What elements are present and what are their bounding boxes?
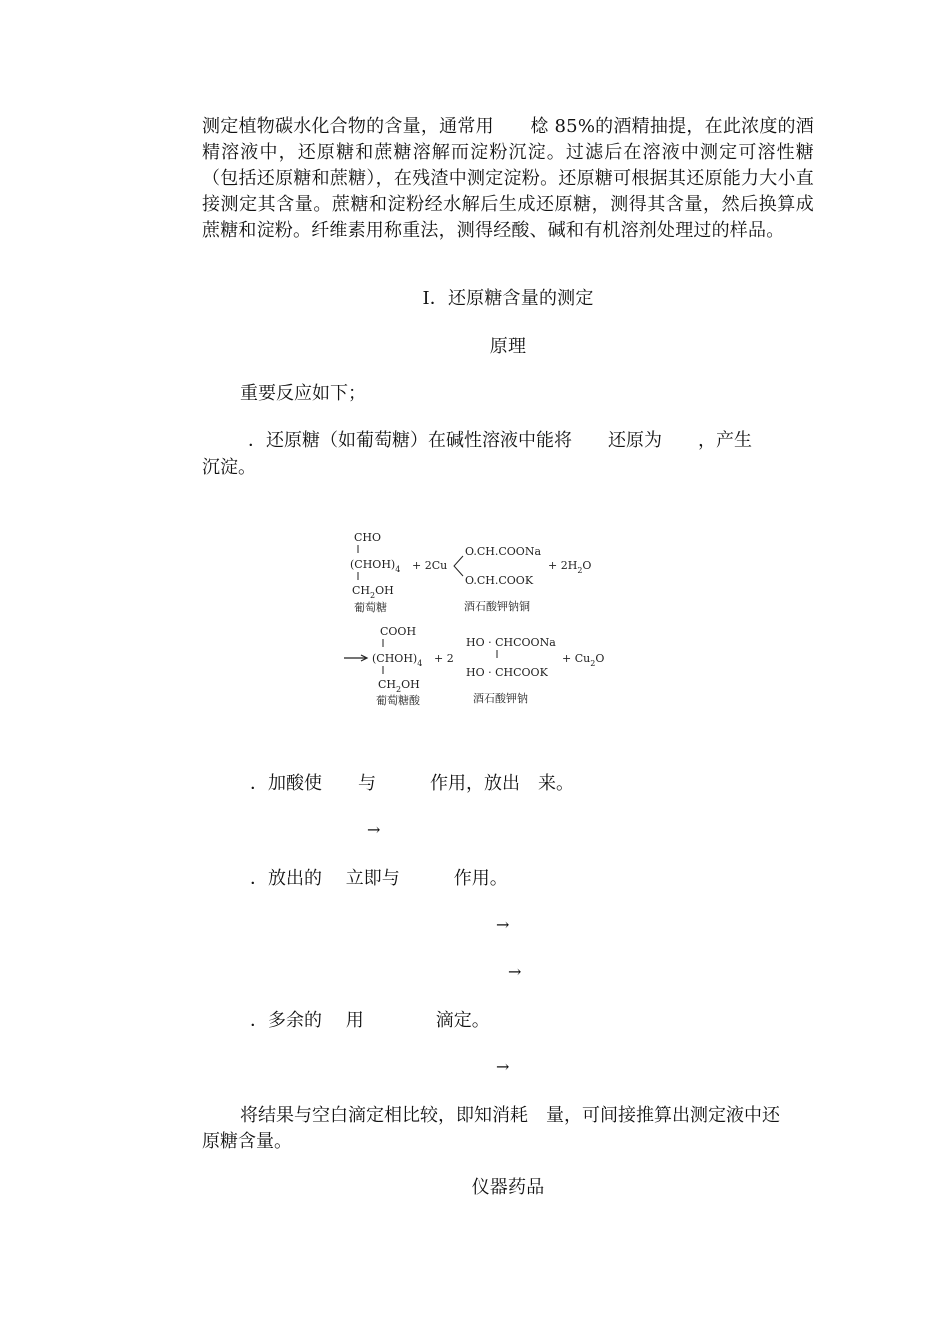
step3-text: ．放出的 立即与 作用。	[250, 868, 508, 889]
tartrate-bottom: O.CH.COOK	[465, 574, 534, 587]
choh-group: $(CHOH)_4$	[350, 558, 401, 574]
conclusion-line2: 原糖含量。	[202, 1131, 292, 1152]
intro-paragraph: 测定植物碳水化合物的含量，通常用 棯 85%的酒精抽提，在此浓度的酒精溶液中，还原糖和蔗糖溶解而淀粉沉淀。过滤后在溶液中测定可溶性糖（包括还原糖和蔗糖），在残渣中测定淀粉。还原糖可根据其还原能力大小直接测定其含量。蔗糖和淀粉经水解后生成还原糖，测得其含量，然后换算成蔗糖和淀粉。纤维素用称重法，测得经酸、碱和有机溶剂处理过的样品。	[202, 116, 814, 241]
cooh-group: COOH	[380, 625, 417, 638]
plus-2: + 2	[434, 652, 454, 665]
section-title: Ⅰ．还原糖含量的测定	[422, 288, 594, 309]
principle-heading: 原理	[489, 336, 527, 357]
choh-group: $(CHOH)_4$	[372, 652, 423, 668]
plus-2cu: + 2Cu	[412, 559, 448, 572]
label-rochelle-salt: 酒石酸钾钠	[473, 692, 528, 705]
reactions-intro: 重要反应如下；	[240, 383, 366, 404]
arrow-icon: →	[496, 915, 510, 934]
cho-group: CHO	[354, 531, 382, 544]
conclusion-line1: 将结果与空白滴定相比较，即知消耗 量，可间接推算出测定液中还	[240, 1105, 780, 1126]
arrow-icon: →	[367, 820, 381, 839]
reaction-svg	[330, 520, 630, 720]
bracket-shape	[454, 556, 463, 576]
plus-water: + $2H_2O$	[548, 559, 592, 575]
tartrate-top: O.CH.COONa	[465, 545, 542, 558]
rochelle-bottom: HO · CHCOOK	[466, 666, 548, 679]
arrow-icon: →	[508, 962, 522, 981]
ch2oh-group: $CH_2OH$	[378, 678, 420, 694]
label-glucose: 葡萄糖	[354, 601, 387, 614]
label-copper-tartrate: 酒石酸钾钠铜	[464, 600, 530, 613]
instruments-heading: 仪器药品	[471, 1177, 545, 1198]
step2-text: ．加酸使 与 作用，放出 来。	[250, 773, 574, 794]
arrow-icon: →	[496, 1057, 510, 1076]
plus-cu2o: + $Cu_2O$	[562, 652, 605, 668]
ch2oh-group: $CH_2OH$	[352, 584, 394, 600]
reaction-diagram	[330, 520, 630, 720]
rochelle-top: HO · CHCOONa	[466, 636, 556, 649]
step1-line1: ．还原糖（如葡萄糖）在碱性溶液中能将 还原为 ，产生	[248, 430, 752, 451]
step1-line2: 沉淀。	[202, 457, 256, 478]
step4-text: ．多余的 用 滴定。	[250, 1010, 490, 1031]
label-gluconic-acid: 葡萄糖酸	[376, 694, 420, 707]
